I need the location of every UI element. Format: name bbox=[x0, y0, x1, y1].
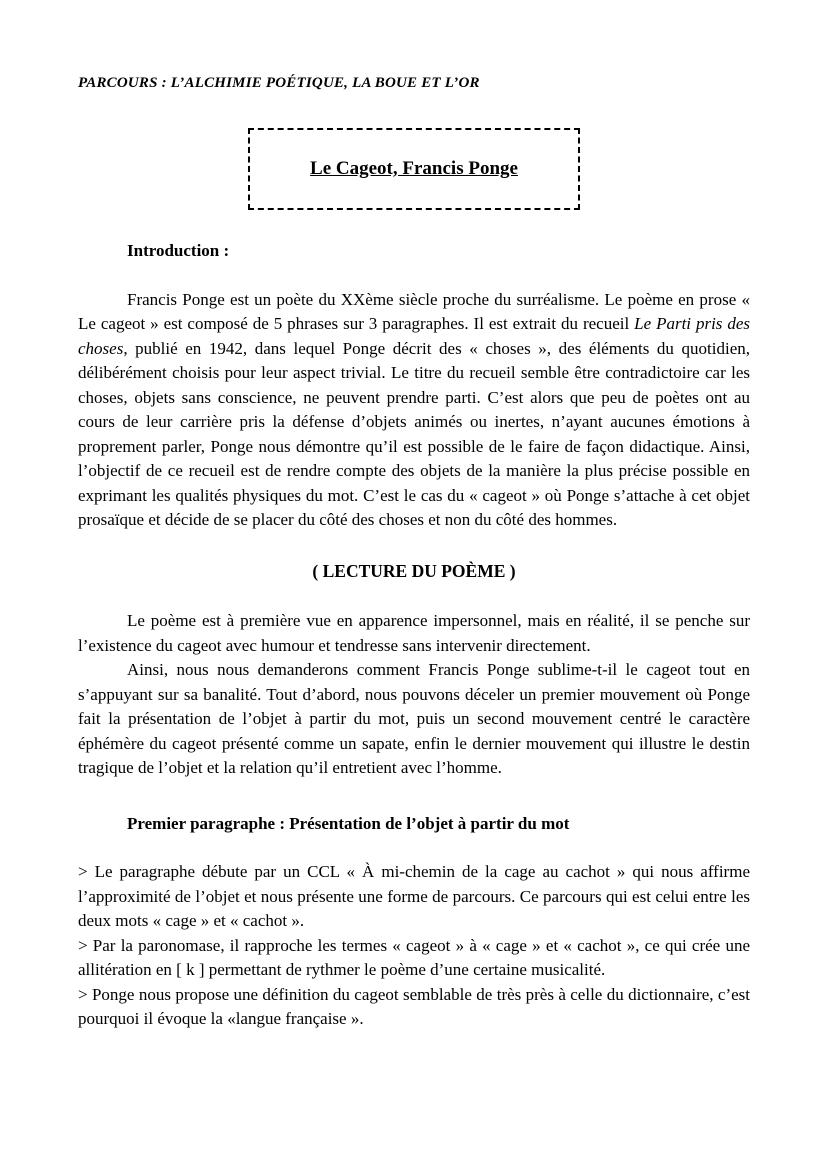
title-box bbox=[248, 128, 580, 210]
introduction-heading: Introduction : bbox=[127, 241, 230, 260]
lecture-heading: ( LECTURE DU POÈME ) bbox=[312, 560, 516, 581]
analysis-point-3: > Ponge nous propose une définition du cageot semblable de très près à celle du dictionnaire, c’est pourquoi il évoque la «langue française ». bbox=[78, 984, 750, 1028]
introduction-paragraph: Francis Ponge est un poète du XXème siècle proche du surréalisme. Le poème en prose « Le cageot » est composé de 5 phrases sur 3 paragraphes. Il est extrait du recueil Le Parti pris des choses, publié en 1942, dans lequel Ponge décrit des « choses », des éléments du quotidien, délibérément choisis pour leur aspect trivial. Le titre du recueil semble être contradictoire car les choses, objets sans conscience, ne peuvent prendre parti. C’est alors que peu de poètes ont au cours de leur carrière pris la défense d’objets animés ou inertes, n’ayant aucunes émotions à proprement parler, Ponge nous démontre qu’il est possible de le faire de façon didactique. Ainsi, l’objectif de ce recueil est de rendre compte des objets de la manière la plus précise possible en exprimant les qualités physiques du mot. C’est le cas du « cageot » où Ponge s’attache à cet objet prosaïque et décide de se placer du côté des choses et non du côté des hommes. bbox=[78, 289, 751, 529]
document-title: Le Cageot, Francis Ponge bbox=[310, 158, 518, 179]
development-paragraph-1: Le poème est à première vue en apparence impersonnel, mais en réalité, il se penche sur l’existence du cageot avec humour et tendresse sans intervenir directement. bbox=[78, 611, 750, 655]
analysis-point-2: > Par la paronomase, il rapproche les termes « cageot » à « cage » et « cachot », ce qui crée une allitération en [ k ] permettant de rythmer le poème d’une certaine musicalité. bbox=[78, 935, 750, 979]
analysis-point-1: > Le paragraphe débute par un CCL « À mi-chemin de la cage au cachot » qui nous affirme l’approximité de l’objet et nous présente une forme de parcours. Ce parcours qui est celui entre les deux mots « cage » et « cachot ». bbox=[78, 862, 750, 930]
course-header: PARCOURS : L’ALCHIMIE POÉTIQUE, LA BOUE ET L’OR bbox=[78, 75, 480, 91]
development-paragraph-2: Ainsi, nous nous demanderons comment Francis Ponge sublime-t-il le cageot tout en s’appuyant sur sa banalité. Tout d’abord, nous pouvons déceler un premier mouvement où Ponge fait la présentation de l’objet à partir du mot, puis un second mouvement centré le caractère éphémère du cageot présenté comme un sapate, enfin le dernier mouvement qui illustre le destin tragique de l’objet et la relation qu’il entretient avec l’homme. bbox=[78, 660, 750, 777]
first-paragraph-heading: Premier paragraphe : Présentation de l’objet à partir du mot bbox=[127, 813, 570, 833]
